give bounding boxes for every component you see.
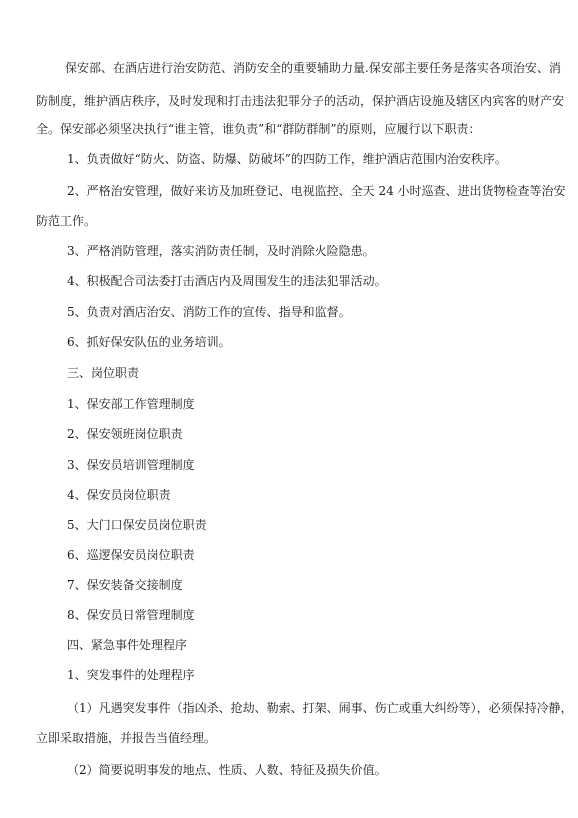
duty-5: 5、负责对酒店治安、消防工作的宣传、指导和监督。 [67,305,351,319]
section-3-item: 6、巡逻保安员岗位职责 [67,548,195,562]
section-3-item: 5、大门口保安员岗位职责 [67,518,207,532]
section-4-para-1-line-1: （1）凡遇突发事件（指凶杀、抢劫、勒索、打架、闹事、伤亡或重大纠纷等），必须保持冷静， [67,701,573,715]
section-3-item: 8、保安员日常管理制度 [67,608,195,622]
section-3-item: 1、保安部工作管理制度 [67,397,195,411]
duty-2-line-1: 2、严格治安管理，做好来访及加班登记、电视监控、全天 24 小时巡查、进出货物检查等治安 [67,184,566,198]
intro-line-2: 防制度，维护酒店秩序，及时发现和打击违法犯罪分子的活动，保护酒店设施及辖区内宾客的财产安 [36,94,565,108]
duty-2-line-2: 防范工作。 [36,214,97,228]
duty-6: 6、抓好保安队伍的业务培训。 [67,335,231,349]
duty-4: 4、积极配合司法委打击酒店内及周围发生的违法犯罪活动。 [67,274,387,288]
section-3-item: 7、保安装备交接制度 [67,578,183,592]
section-4-para-1-line-2: 立即采取措施，并报告当值经理。 [36,731,217,745]
section-4-subheading: 1、突发事件的处理程序 [67,668,195,682]
section-3-item: 2、保安领班岗位职责 [67,427,183,441]
section-3-heading: 三、岗位职责 [67,366,140,380]
section-4-heading: 四、紧急事件处理程序 [67,638,188,652]
intro-line-3: 全。保安部必须坚决执行“谁主管，谁负责”和“群防群制”的原则，应履行以下职责： [36,122,481,136]
section-4-para-2: （2）简要说明事发的地点、性质、人数、特征及损失价值。 [67,763,387,777]
intro-line-1: 保安部、在酒店进行治安防范、消防安全的重要辅助力量.保安部主要任务是落实各项治安、消 [65,61,561,75]
section-3-item: 4、保安员岗位职责 [67,488,171,502]
duty-3: 3、严格消防管理，落实消防责任制，及时消除火险隐患。 [67,244,375,258]
section-3-item: 3、保安员培训管理制度 [67,458,195,472]
duty-1: 1、负责做好“防火、防盗、防爆、防破坏”的四防工作，维护酒店范围内治安秩序。 [67,152,507,166]
